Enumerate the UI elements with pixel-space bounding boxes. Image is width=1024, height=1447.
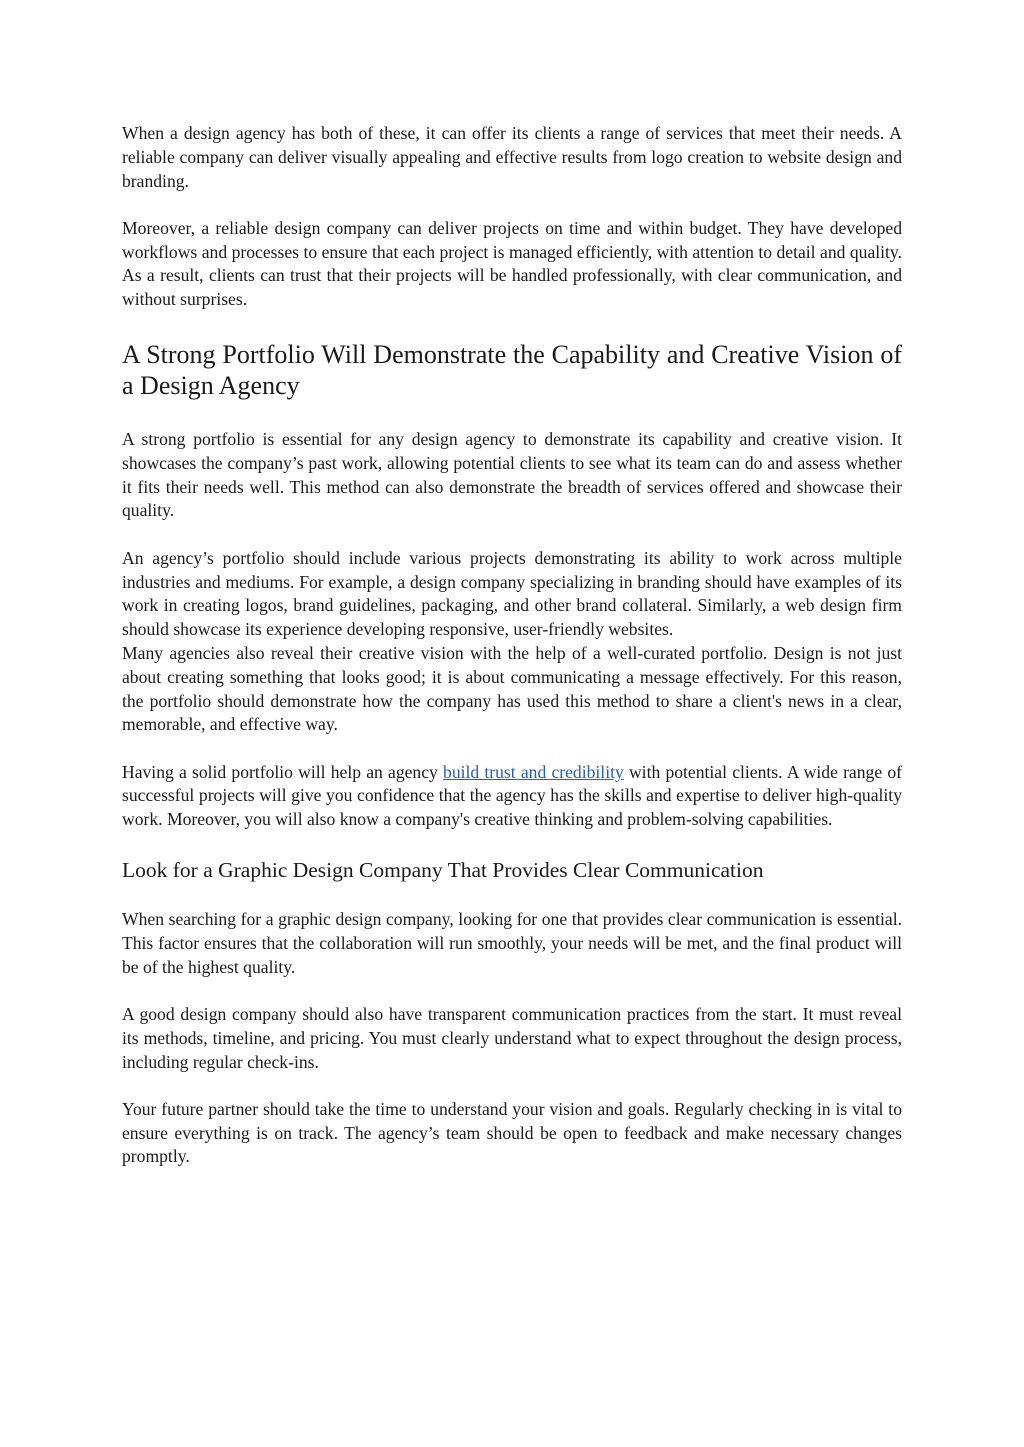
paragraph-portfolio-essential: A strong portfolio is essential for any design agency to demonstrate its capability and creative vision. It showcases the company’s past work, allowing potential clients to see what its team can do and assess whether it fits their needs well. This method can also demonstrate the breadth of services offered and showcase their quality. xyxy=(122,429,902,521)
paragraph-trust-after: with potential clients. A wide range of successful projects will give you confidence that the agency has the skills and expertise to deliver high-quality work. Moreover, you will also know a company's creative thinking and problem-solving capabilities. xyxy=(122,761,902,830)
paragraph-services: When a design agency has both of these, it can offer its clients a range of services that meet their needs. A reliable company can deliver visually appealing and effective results from logo creation to website design and branding. xyxy=(122,123,902,191)
paragraph-creative-vision: Many agencies also reveal their creative vision with the help of a well-curated portfolio. Design is not just about creating something that looks good; it is about communicating a message effectively. For this reason, the portfolio should demonstrate how the company has used this method to share a client's news in a clear, memorable, and effective way. xyxy=(122,642,902,735)
paragraph-searching: When searching for a graphic design company, looking for one that provides clear communication is essential. This factor ensures that the collaboration will run smoothly, your needs will be met, and the final product will be of the highest quality. xyxy=(122,909,902,977)
document-page xyxy=(122,122,902,1169)
paragraph-trust-before: Having a solid portfolio will help an agency xyxy=(122,761,444,782)
paragraph-portfolio-projects: An agency’s portfolio should include various projects demonstrating its ability to work across multiple industries and mediums. For example, a design company specializing in branding should have examples of its work in creating logos, brand guidelines, packaging, and other brand collateral. Similarly, a web design firm should showcase its experience developing responsive, user-friendly websites. xyxy=(122,547,902,640)
heading-clear-communication: Look for a Graphic Design Company That Provides Clear Communication xyxy=(122,858,764,883)
heading-strong-portfolio: A Strong Portfolio Will Demonstrate the Capability and Creative Vision of a Design Agency xyxy=(122,340,902,401)
paragraph-future-partner: Your future partner should take the time to understand your vision and goals. Regularly checking in is vital to ensure everything is on track. The agency’s team should be open to feedback and make necessary changes promptly. xyxy=(122,1098,902,1167)
paragraph-transparent: A good design company should also have transparent communication practices from the start. It must reveal its methods, timeline, and pricing. You must clearly understand what to expect throughout the design process, including regular check-ins. xyxy=(122,1003,902,1072)
build-trust-link[interactable]: build trust and credibility xyxy=(443,761,624,782)
paragraph-trust xyxy=(122,761,902,832)
paragraph-reliable-company: Moreover, a reliable design company can deliver projects on time and within budget. They have developed workflows and processes to ensure that each project is managed efficiently, with attention to detail and quality. As a result, clients can trust that their projects will be handled professionally, with clear communication, and without surprises. xyxy=(122,217,902,310)
